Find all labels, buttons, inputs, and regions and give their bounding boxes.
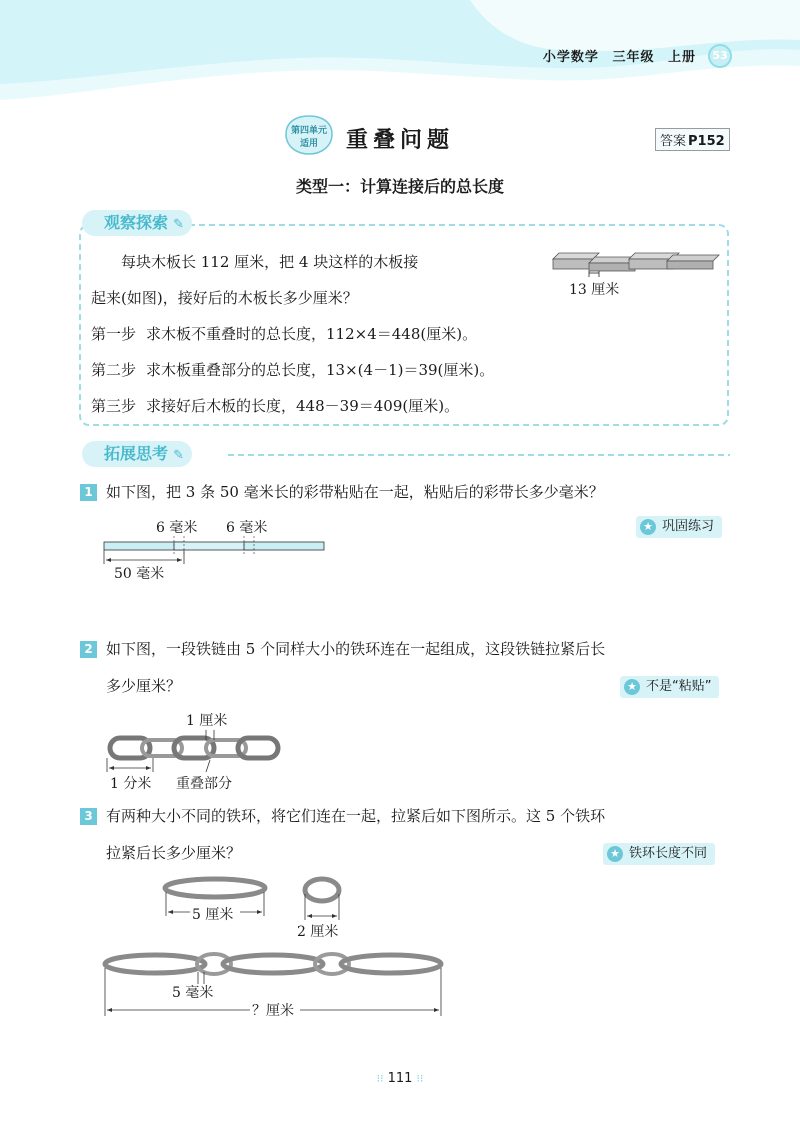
step-3-text: 求接好后木板的长度，448－39＝409(厘米)。 — [146, 397, 460, 415]
answer-page: P152 — [688, 134, 725, 149]
star-icon: ★ — [624, 679, 640, 695]
planks-figure — [549, 249, 721, 279]
question-2-hint — [620, 676, 719, 698]
observe-problem-line1: 每块木板长 112 厘米，把 4 块这样的木板接 — [121, 253, 419, 271]
question-3-hint-label: 铁环长度不同 — [629, 846, 708, 861]
rings-legend-figure — [160, 876, 350, 926]
chain-overlap-mm-label: 5 毫米 — [172, 985, 214, 1001]
observe-problem-line2: 起来(如图)，接好后的木板长多少厘米？ — [91, 289, 358, 307]
chain-figure — [106, 730, 282, 774]
tab-observe-label: 观察探索 — [104, 213, 169, 232]
chain-overlap-label: 1 厘米 — [186, 713, 228, 729]
step-2-text: 求木板重叠部分的总长度，13×(4－1)＝39(厘米)。 — [146, 361, 495, 379]
star-icon: ★ — [607, 846, 623, 862]
small-ring-length-label: 2 厘米 — [297, 924, 339, 940]
chain-ring-length-label: 1 分米 — [110, 776, 152, 792]
question-3-hint — [603, 843, 715, 865]
step-1-label: 第一步 — [91, 325, 137, 343]
question-3-text-line2: 拉紧后长多少厘米？ — [106, 844, 242, 862]
question-1-text: 如下图，把 3 条 50 毫米长的彩带粘贴在一起，粘贴后的彩带长多少毫米？ — [106, 483, 604, 501]
extend-divider — [228, 453, 730, 457]
pin-icon: ✎ — [173, 448, 185, 463]
tab-extend-label: 拓展思考 — [104, 444, 169, 463]
unit-seal-line2: 适用 — [299, 139, 318, 149]
question-3-text-line1: 有两种大小不同的铁环，将它们连在一起，拉紧后如下图所示。这 5 个铁环 — [106, 807, 606, 825]
page-title: 重叠问题 — [346, 128, 455, 153]
big-ring-length-label: 5 厘米 — [192, 907, 234, 923]
question-2-hint-label: 不是“粘贴” — [646, 679, 712, 694]
step-2-label: 第二步 — [91, 361, 137, 379]
pin-icon: ✎ — [173, 217, 185, 232]
observe-step-1 — [91, 323, 477, 344]
page-badge: 53 — [708, 44, 732, 68]
unit-seal — [282, 114, 336, 156]
section-subtitle: 类型一：计算连接后的总长度 — [295, 177, 504, 196]
answer-reference[interactable] — [655, 128, 730, 151]
dots-right-icon: ⁝⁝ — [416, 1072, 424, 1085]
planks-overlap-label: 13 厘米 — [569, 282, 620, 298]
ribbon-length-label: 50 毫米 — [114, 566, 165, 582]
ribbon-overlap-a-label: 6 毫米 — [156, 520, 198, 536]
page-number-value: 111 — [387, 1071, 413, 1086]
ribbon-overlap-b-label: 6 毫米 — [226, 520, 268, 536]
page-number — [0, 1071, 800, 1086]
header-volume: 上册 — [667, 50, 696, 65]
observe-step-3 — [91, 395, 459, 416]
chain-total-length-label: ？厘米 — [252, 1003, 294, 1019]
header-grade: 三年级 — [612, 50, 655, 65]
chain-overlap-part-label: 重叠部分 — [176, 776, 232, 792]
step-1-text: 求木板不重叠时的总长度，112×4＝448(厘米)。 — [146, 325, 478, 343]
question-2-text-line1: 如下图，一段铁链由 5 个同样大小的铁环连在一起组成，这段铁链拉紧后长 — [106, 640, 606, 658]
dots-left-icon: ⁝⁝ — [376, 1072, 384, 1085]
header-info — [535, 46, 696, 65]
question-1-hint-label: 巩固练习 — [662, 519, 715, 534]
question-2-number: 2 — [80, 641, 97, 658]
observe-step-2 — [91, 359, 494, 380]
tab-observe — [82, 210, 192, 236]
question-2-text-line2: 多少厘米？ — [106, 677, 182, 695]
star-icon: ★ — [640, 519, 656, 535]
question-1-hint — [636, 516, 722, 538]
step-3-label: 第三步 — [91, 397, 137, 415]
question-3-number: 3 — [80, 808, 97, 825]
header-subject: 小学数学 — [542, 50, 599, 65]
answer-label: 答案 — [660, 134, 687, 149]
question-1-number: 1 — [80, 484, 97, 501]
tab-extend — [82, 441, 192, 467]
unit-seal-line1: 第四单元 — [290, 126, 327, 136]
